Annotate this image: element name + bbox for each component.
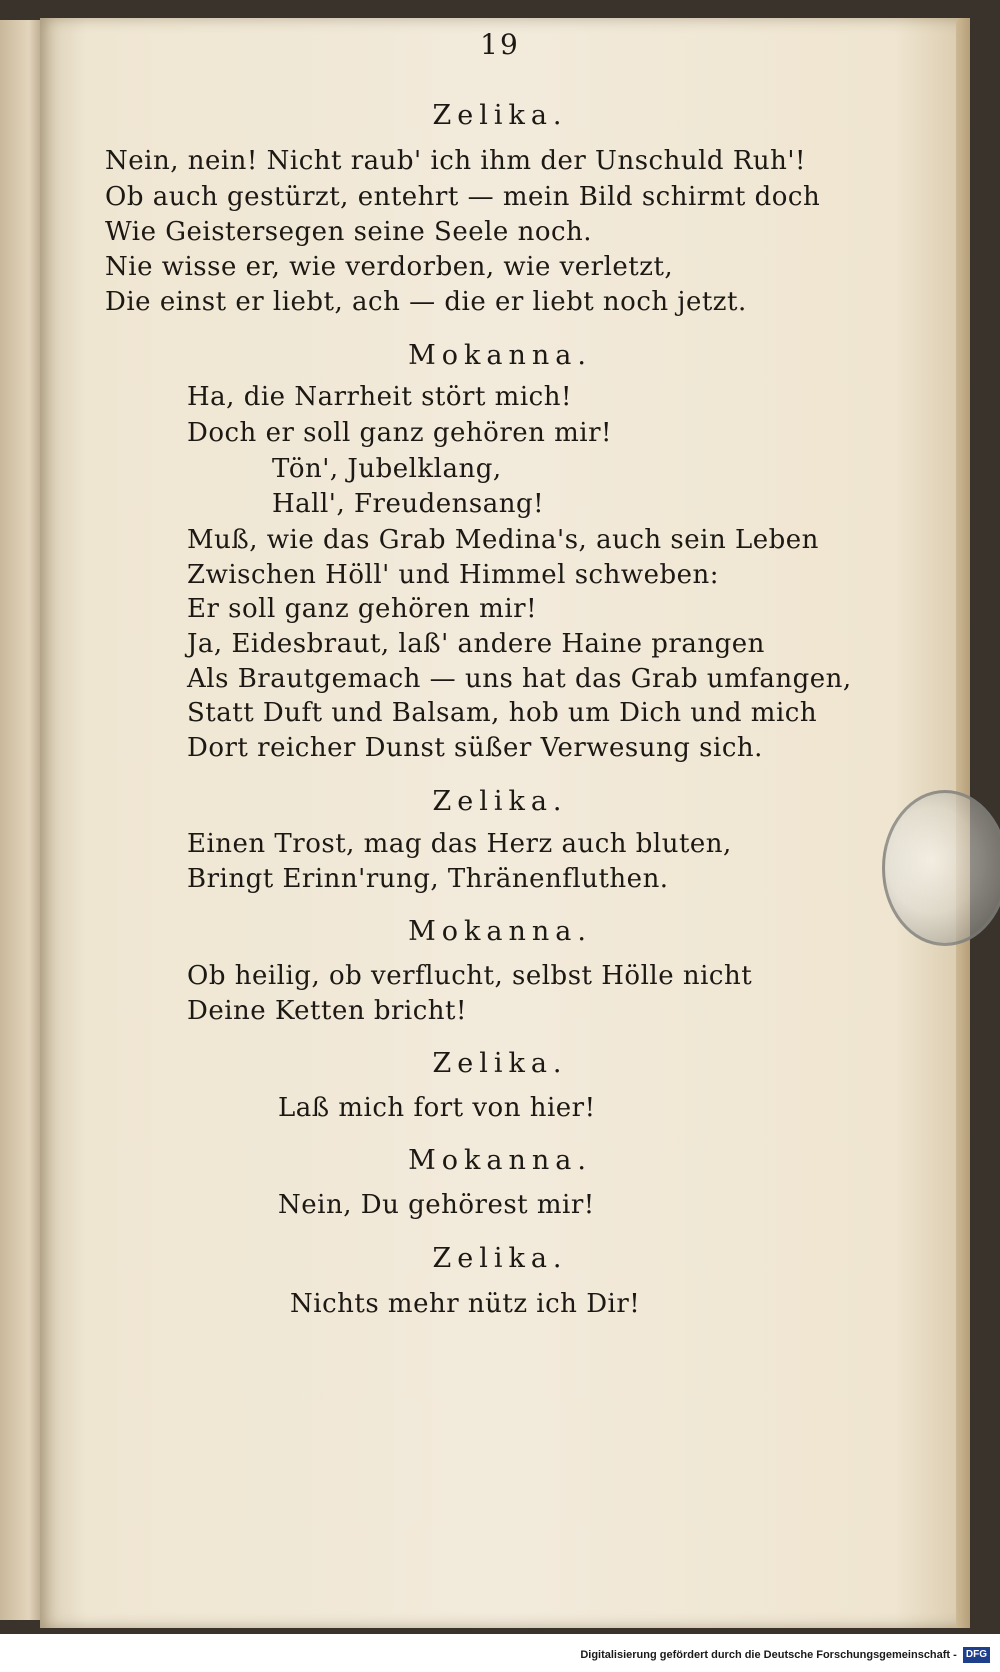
verse-line: Die einst er liebt, ach — die er liebt noch jetzt. bbox=[105, 287, 747, 317]
speaker-heading: Zelika. bbox=[432, 1048, 568, 1079]
speaker-heading: Zelika. bbox=[432, 100, 568, 131]
speaker-heading: Zelika. bbox=[432, 786, 568, 817]
verse-line: Ob heilig, ob verflucht, selbst Hölle nicht bbox=[187, 961, 753, 991]
verse-line: Tön', Jubelklang, bbox=[272, 454, 502, 484]
dfg-credit-text: Digitalisierung gefördert durch die Deutsche Forschungsgemeinschaft - bbox=[580, 1649, 957, 1661]
verse-line: Nein, Du gehörest mir! bbox=[278, 1190, 595, 1220]
verse-line: Deine Ketten bricht! bbox=[187, 996, 467, 1026]
verse-line: Ha, die Narrheit stört mich! bbox=[187, 382, 572, 412]
verse-line: Zwischen Höll' und Himmel schweben: bbox=[187, 560, 720, 590]
speaker-heading: Mokanna. bbox=[408, 340, 592, 371]
verse-line: Nichts mehr nütz ich Dir! bbox=[290, 1289, 641, 1319]
magnifier-lens bbox=[882, 790, 1000, 946]
verse-line: Nein, nein! Nicht raub' ich ihm der Unschuld Ruh'! bbox=[105, 146, 806, 176]
verse-line: Als Brautgemach — uns hat das Grab umfangen, bbox=[187, 664, 852, 694]
verse-line: Muß, wie das Grab Medina's, auch sein Leben bbox=[187, 525, 819, 555]
verse-line: Einen Trost, mag das Herz auch bluten, bbox=[187, 829, 732, 859]
verse-line: Bringt Erinn'rung, Thränenfluthen. bbox=[187, 864, 669, 894]
speaker-heading: Mokanna. bbox=[408, 916, 592, 947]
speaker-heading: Zelika. bbox=[432, 1243, 568, 1274]
verse-line: Statt Duft und Balsam, hob um Dich und mich bbox=[187, 698, 818, 728]
verse-line: Ob auch gestürzt, entehrt — mein Bild schirmt doch bbox=[105, 182, 821, 212]
verse-line: Hall', Freudensang! bbox=[272, 489, 545, 519]
verse-line: Dort reicher Dunst süßer Verwesung sich. bbox=[187, 733, 763, 763]
verse-line: Ja, Eidesbraut, laß' andere Haine prangen bbox=[187, 629, 765, 659]
verse-line: Laß mich fort von hier! bbox=[278, 1093, 596, 1123]
speaker-heading: Mokanna. bbox=[408, 1145, 592, 1176]
dfg-credit bbox=[576, 1642, 994, 1668]
dfg-logo: DFG bbox=[963, 1647, 990, 1663]
verse-line: Nie wisse er, wie verdorben, wie verletzt, bbox=[105, 252, 674, 282]
verse-line: Er soll ganz gehören mir! bbox=[187, 594, 538, 624]
page-number: 19 bbox=[480, 28, 520, 61]
verse-line: Doch er soll ganz gehören mir! bbox=[187, 418, 612, 448]
verse-line: Wie Geistersegen seine Seele noch. bbox=[105, 217, 593, 247]
